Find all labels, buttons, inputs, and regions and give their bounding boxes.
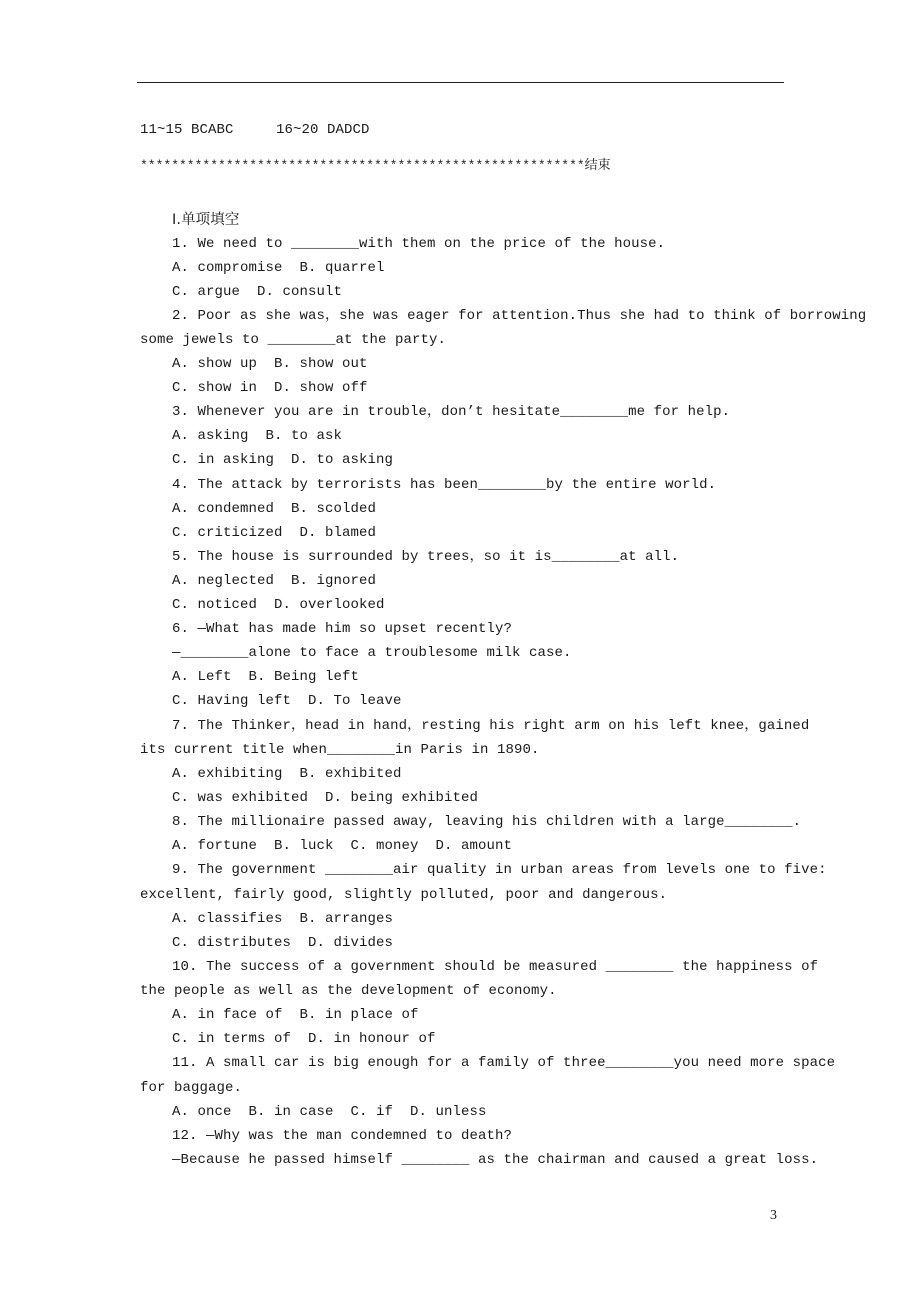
- options-8: A. fortune B. luck C. money D. amount: [172, 838, 513, 854]
- question-2: 2. Poor as she was，she was eager for attention.Thus she had to think of borrowing: [172, 308, 867, 324]
- question-1: 1. We need to ________with them on the price of the house.: [172, 236, 666, 252]
- question-4: 4. The attack by terrorists has been________by the entire world.: [172, 477, 717, 493]
- options-7a: A. exhibiting B. exhibited: [172, 766, 402, 782]
- options-2b: C. show in D. show off: [172, 380, 368, 396]
- question-9-cont: excellent, fairly good, slightly polluted, poor and dangerous.: [140, 887, 668, 903]
- options-3a: A. asking B. to ask: [172, 428, 343, 444]
- options-1b: C. argue D. consult: [172, 284, 343, 300]
- options-7b: C. was exhibited D. being exhibited: [172, 790, 479, 806]
- options-11: A. once B. in case C. if D. unless: [172, 1104, 487, 1120]
- options-5b: C. noticed D. overlooked: [172, 597, 385, 613]
- question-7: 7. The Thinker，head in hand，resting his right arm on his left knee，gained: [172, 718, 810, 734]
- page-number: 3: [770, 1208, 777, 1223]
- question-7-cont: its current title when________in Paris in 1890.: [140, 742, 540, 758]
- options-4b: C. criticized D. blamed: [172, 525, 377, 541]
- question-2-cont: some jewels to ________at the party.: [140, 332, 447, 348]
- options-4a: A. condemned B. scolded: [172, 501, 377, 517]
- options-9a: A. classifies B. arranges: [172, 911, 394, 927]
- options-9b: C. distributes D. divides: [172, 935, 394, 951]
- question-11: 11. A small car is big enough for a family of three________you need more space: [172, 1055, 836, 1071]
- options-5a: A. neglected B. ignored: [172, 573, 377, 589]
- question-6: 6. —What has made him so upset recently?: [172, 621, 513, 637]
- options-3b: C. in asking D. to asking: [172, 452, 394, 468]
- question-12-reply: —Because he passed himself ________ as the chairman and caused a great loss.: [172, 1152, 819, 1168]
- answer-key-line: 11~15 BCABC 16~20 DADCD: [140, 122, 370, 138]
- options-10a: A. in face of B. in place of: [172, 1007, 419, 1023]
- question-10: 10. The success of a government should be measured ________ the happiness of: [172, 959, 819, 975]
- question-9: 9. The government ________air quality in urban areas from levels one to five:: [172, 862, 827, 878]
- question-5: 5. The house is surrounded by trees，so it is________at all.: [172, 549, 680, 565]
- options-1a: A. compromise B. quarrel: [172, 260, 385, 276]
- options-10b: C. in terms of D. in honour of: [172, 1031, 436, 1047]
- question-10-cont: the people as well as the development of economy.: [140, 983, 557, 999]
- question-8: 8. The millionaire passed away, leaving his children with a large________.: [172, 814, 802, 830]
- header-rule: [137, 82, 784, 83]
- options-2a: A. show up B. show out: [172, 356, 368, 372]
- options-6a: A. Left B. Being left: [172, 669, 360, 685]
- question-6-reply: —________alone to face a troublesome milk case.: [172, 645, 572, 661]
- question-3: 3. Whenever you are in trouble，don’t hesitate________me for help.: [172, 404, 731, 420]
- end-marker-line: *********************************************************结束: [140, 158, 611, 173]
- question-12: 12. —Why was the man condemned to death?: [172, 1128, 513, 1144]
- question-11-cont: for baggage.: [140, 1080, 243, 1096]
- options-6b: C. Having left D. To leave: [172, 693, 402, 709]
- section-heading: Ⅰ.单项填空: [172, 212, 240, 228]
